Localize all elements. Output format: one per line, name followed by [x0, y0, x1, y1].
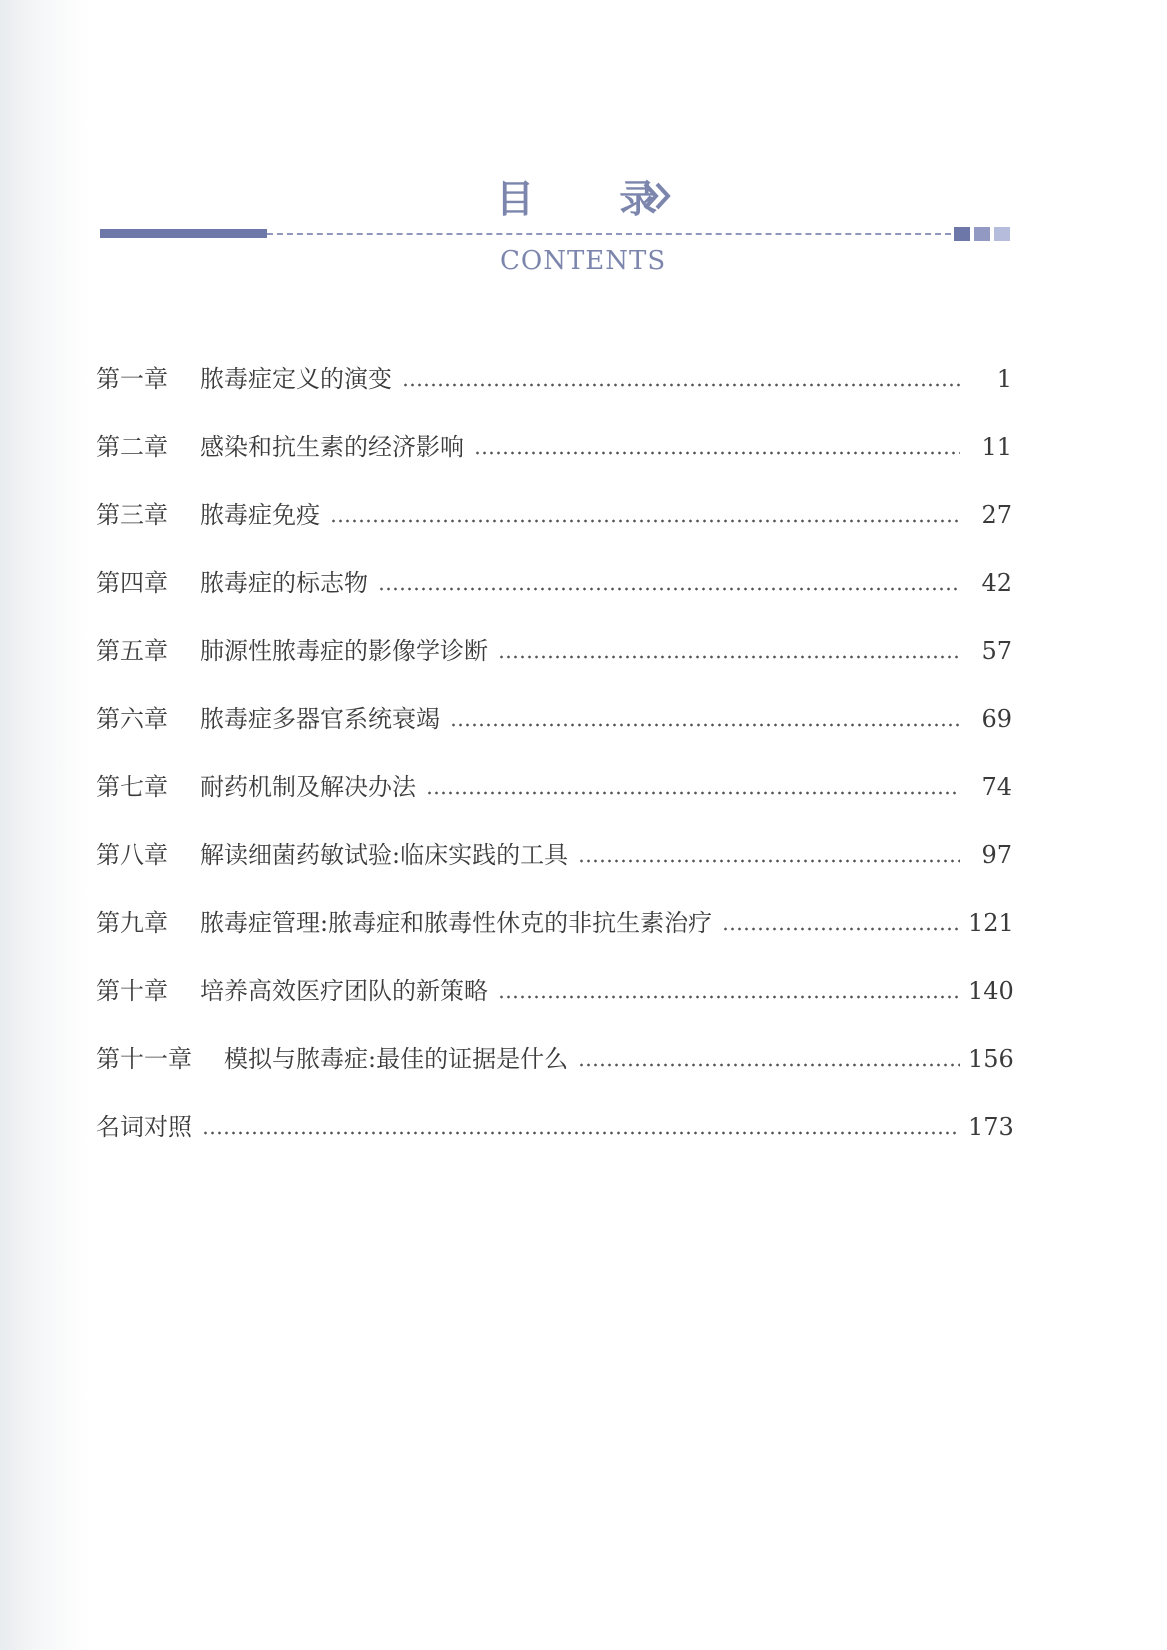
square-light	[994, 227, 1010, 241]
toc-dot-leader	[578, 859, 960, 863]
toc-page-number: 121	[968, 909, 1014, 937]
toc-chapter-number: 第十一章	[96, 1045, 192, 1073]
toc-chapter-number: 第五章	[96, 637, 168, 665]
toc-chapter-number: 第九章	[96, 909, 168, 937]
toc-dot-leader	[202, 1131, 960, 1135]
toc-page-number: 1	[996, 365, 1012, 393]
toc-page-number: 156	[968, 1045, 1014, 1073]
toc-dot-leader	[474, 451, 960, 455]
toc-dot-leader	[578, 1063, 960, 1067]
toc-entry[interactable]	[96, 559, 1012, 599]
toc-page-number: 27	[981, 501, 1012, 529]
toc-chapter-number: 第十章	[96, 977, 168, 1005]
toc-page-number: 97	[981, 841, 1012, 869]
toc-chapter-number: 第七章	[96, 773, 168, 801]
toc-page-number: 140	[968, 977, 1014, 1005]
toc-page-number: 11	[981, 433, 1012, 461]
toc-chapter-number: 第三章	[96, 501, 168, 529]
toc-dot-leader	[498, 655, 960, 659]
toc-chapter-title: 脓毒症的标志物	[200, 569, 368, 597]
page-title: 目 录	[496, 176, 694, 221]
toc-chapter-title: 解读细菌药敏试验:临床实践的工具	[200, 841, 569, 869]
toc-dot-leader	[450, 723, 960, 727]
toc-page-number: 69	[981, 705, 1012, 733]
toc-dot-leader	[330, 519, 960, 523]
toc-dot-leader	[378, 587, 960, 591]
double-chevron-right-icon	[642, 181, 676, 211]
toc-chapter-title: 感染和抗生素的经济影响	[200, 433, 464, 461]
toc-dot-leader	[498, 995, 960, 999]
toc-page-number: 74	[981, 773, 1012, 801]
toc-entry[interactable]	[96, 355, 1012, 395]
toc-entry-glossary[interactable]	[96, 1103, 1012, 1143]
toc-dot-leader	[426, 791, 960, 795]
title-rule-bar	[100, 229, 267, 238]
toc-entry[interactable]	[96, 1035, 1012, 1075]
toc-entry[interactable]	[96, 695, 1012, 735]
toc-chapter-number: 第六章	[96, 705, 168, 733]
toc-chapter-number: 第四章	[96, 569, 168, 597]
toc-chapter-title: 脓毒症管理:脓毒症和脓毒性休克的非抗生素治疗	[200, 909, 713, 937]
toc-chapter-title: 名词对照	[96, 1113, 192, 1141]
toc-entry[interactable]	[96, 627, 1012, 667]
toc-page-number: 173	[968, 1113, 1014, 1141]
toc-entry[interactable]	[96, 423, 1012, 463]
toc-chapter-number: 第二章	[96, 433, 168, 461]
toc-chapter-title: 脓毒症免疫	[200, 501, 320, 529]
toc-chapter-title: 脓毒症定义的演变	[200, 365, 392, 393]
contents-header	[0, 0, 1167, 300]
toc-entry[interactable]	[96, 899, 1012, 939]
page-subtitle: CONTENTS	[500, 246, 667, 276]
toc-chapter-title: 肺源性脓毒症的影像学诊断	[200, 637, 488, 665]
toc-entry[interactable]	[96, 831, 1012, 871]
toc-entry[interactable]	[96, 763, 1012, 803]
toc-page-number: 42	[981, 569, 1012, 597]
square-dark	[954, 227, 970, 241]
decorative-squares	[954, 227, 1010, 241]
toc-dot-leader	[722, 927, 960, 931]
toc-chapter-title: 耐药机制及解决办法	[200, 773, 416, 801]
toc-entry[interactable]	[96, 491, 1012, 531]
square-mid	[974, 227, 990, 241]
toc-chapter-number: 第一章	[96, 365, 168, 393]
toc-chapter-title: 模拟与脓毒症:最佳的证据是什么	[224, 1045, 569, 1073]
toc-dot-leader	[402, 383, 960, 387]
toc-chapter-title: 培养高效医疗团队的新策略	[200, 977, 488, 1005]
toc-entry[interactable]	[96, 967, 1012, 1007]
toc-chapter-title: 脓毒症多器官系统衰竭	[200, 705, 440, 733]
toc-chapter-number: 第八章	[96, 841, 168, 869]
toc-page-number: 57	[981, 637, 1012, 665]
title-rule-dashed	[267, 233, 951, 235]
